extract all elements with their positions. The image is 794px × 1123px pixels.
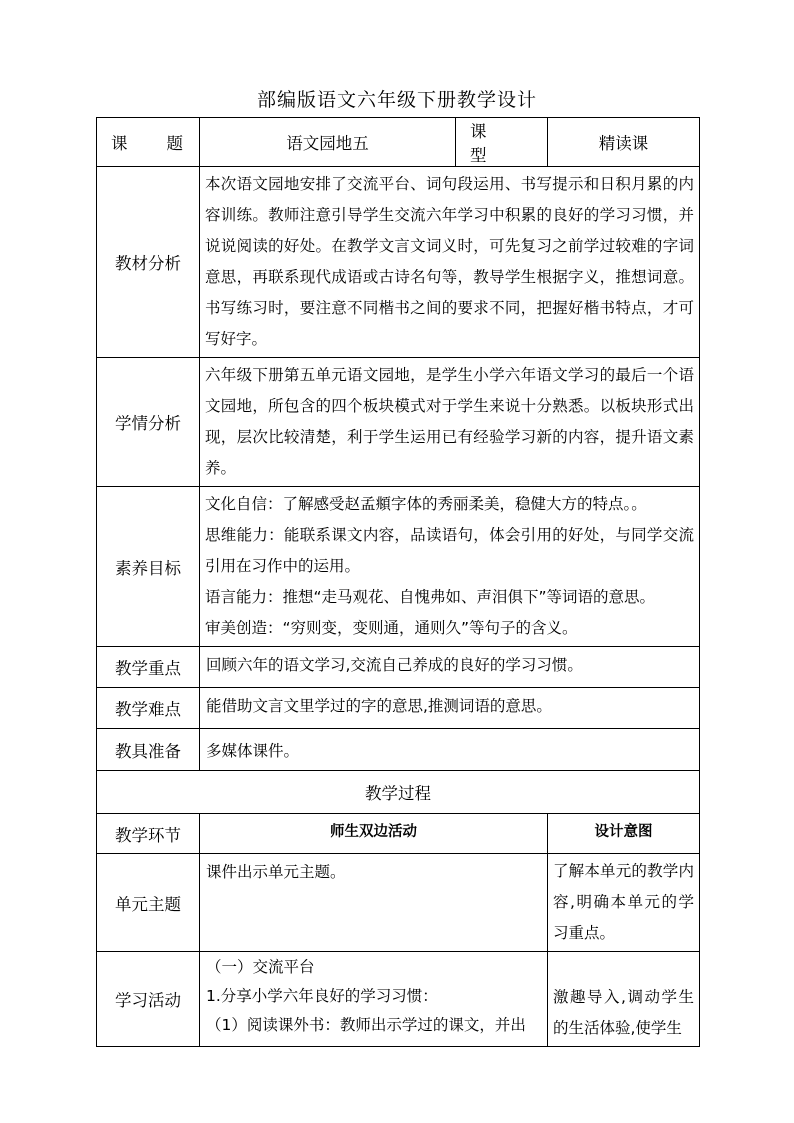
unit-theme-intent: 了解本单元的教学内容,明确本单元的学习重点。 — [548, 854, 700, 952]
unit-theme-label: 单元主题 — [97, 854, 200, 952]
difficulty-label: 教学难点 — [97, 688, 200, 729]
student-analysis-text: 六年级下册第五单元语文园地，是学生小学六年语文学习的最后一个语文园地，所包含的四个板块模式对于学生来说十分熟悉。以板块形式出现，层次比较清楚，利于学生运用已有经验学习新的内容，提升语文素养。 — [200, 358, 700, 487]
learning-activity-label: 学习活动 — [97, 952, 200, 1047]
student-analysis-label: 学情分析 — [97, 358, 200, 487]
header-row — [97, 118, 700, 167]
learning-activity-content — [200, 952, 548, 1047]
type-value: 精读课 — [548, 118, 700, 167]
tools-row — [97, 729, 700, 771]
type-label: 课 型 — [456, 118, 548, 167]
student-analysis-row — [97, 358, 700, 487]
tools-text: 多媒体课件。 — [200, 729, 700, 771]
goals-text — [200, 487, 700, 647]
goal-aesthetic: 审美创造：“穷则变，变则通，通则久”等句子的含义。 — [205, 619, 578, 637]
learning-activity-intent: 激趣导入,调动学生的生活体验,使学生 — [548, 952, 700, 1047]
material-analysis-text: 本次语文园地安排了交流平台、词句段运用、书写提示和日积月累的内容训练。教师注意引导学生交流六年学习中积累的良好的学习习惯，并说说阅读的好处。在教学文言文词义时，可先复习之前学过较难的字词意思，再联系现代成语或古诗名句等，教导学生根据字义，推想词意。书写练习时，要注意不同楷书之间的要求不同，把握好楷书特点，才可写好字。 — [200, 167, 700, 358]
col-activity-header: 师生双边活动 — [200, 814, 548, 854]
goals-label: 素养目标 — [97, 487, 200, 647]
lesson-plan-table — [96, 117, 700, 1047]
goal-culture: 文化自信：了解感受赵孟頫字体的秀丽柔美，稳健大方的特点。。 — [205, 495, 647, 513]
process-columns-row — [97, 814, 700, 854]
activity-line: 1.分享小学六年良好的学习习惯： — [206, 987, 438, 1005]
topic-value: 语文园地五 — [200, 118, 456, 167]
col-stage-header: 教学环节 — [97, 814, 200, 854]
key-point-label: 教学重点 — [97, 647, 200, 688]
key-point-row — [97, 647, 700, 688]
tools-label: 教具准备 — [97, 729, 200, 771]
unit-theme-activity: 课件出示单元主题。 — [200, 854, 548, 952]
goals-row — [97, 487, 700, 647]
goal-thinking: 思维能力：能联系课文内容，品读语句，体会引用的好处，与同学交流引用在习作中的运用。 — [205, 526, 694, 575]
difficulty-row — [97, 688, 700, 729]
activity-line: （1）阅读课外书：教师出示学过的课文，并出 — [206, 1016, 526, 1034]
col-intent-header: 设计意图 — [548, 814, 700, 854]
key-point-text: 回顾六年的语文学习,交流自己养成的良好的学习习惯。 — [200, 647, 700, 688]
process-heading: 教学过程 — [97, 771, 700, 814]
learning-activity-row — [97, 952, 700, 1047]
material-analysis-row — [97, 167, 700, 358]
difficulty-text: 能借助文言文里学过的字的意思,推测词语的意思。 — [200, 688, 700, 729]
topic-label: 课 题 — [97, 118, 200, 167]
unit-theme-row — [97, 854, 700, 952]
process-heading-row — [97, 771, 700, 814]
document-title: 部编版语文六年级下册教学设计 — [256, 89, 537, 111]
activity-line: （一）交流平台 — [206, 958, 315, 976]
goal-language: 语言能力：推想“走马观花、自愧弗如、声泪俱下”等词语的意思。 — [205, 588, 656, 606]
material-analysis-label: 教材分析 — [97, 167, 200, 358]
